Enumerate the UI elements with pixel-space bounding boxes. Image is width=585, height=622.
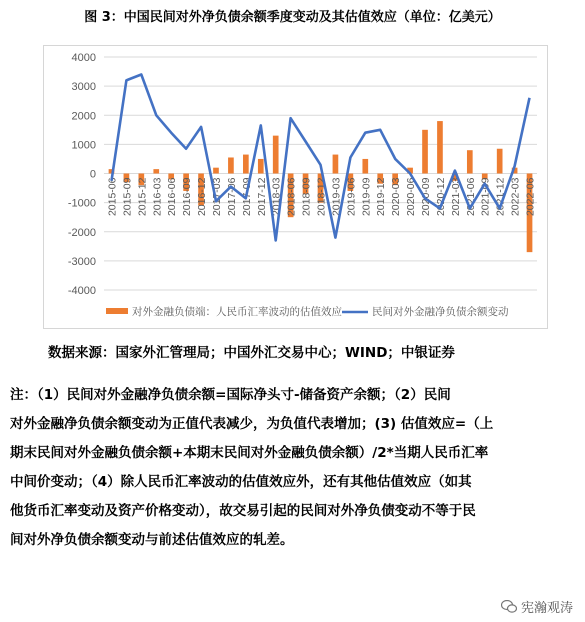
bar	[243, 155, 249, 174]
y-tick-label: -3000	[67, 255, 96, 268]
note-line-4: 中间价变动；（4）除人民币汇率波动的估值效应外，还有其他估值效应（如其	[10, 474, 472, 490]
bar	[497, 149, 503, 174]
bar	[153, 169, 159, 173]
x-tick-label: 2015-06	[106, 177, 119, 217]
x-tick-label: 2019-03	[330, 177, 343, 217]
x-tick-label: 2016-03	[151, 177, 164, 217]
x-tick-label: 2020-03	[390, 177, 403, 217]
x-tick-label: 2021-06	[464, 177, 477, 217]
x-tick-label: 2017-12	[255, 177, 268, 217]
note-line-3: 期末民间对外金融负债余额+本期末民间对外金融负债余额）/2*当期人民币汇率	[10, 445, 489, 461]
x-tick-label: 2016-09	[181, 177, 194, 217]
x-tick-label: 2018-06	[285, 177, 298, 217]
note-line-5: 他货币汇率变动及资产价格变动），故交易引起的民间对外净负债变动不等于民	[10, 503, 476, 519]
watermark-text: 宪瀚观涛	[520, 601, 573, 616]
bar	[213, 168, 219, 174]
legend-label-bar: 对外金融负债端：人民币汇率波动的估值效应	[132, 306, 342, 318]
y-tick-label: 4000	[71, 52, 96, 64]
x-tick-label: 2021-03	[449, 177, 462, 217]
bar	[228, 157, 234, 173]
bar	[422, 130, 428, 174]
x-tick-label: 2017-09	[240, 177, 253, 217]
x-tick-label: 2020-06	[405, 177, 418, 217]
chart-frame	[43, 45, 548, 329]
wechat-icon	[501, 600, 517, 613]
watermark	[501, 597, 573, 616]
x-tick-label: 2021-09	[479, 177, 492, 217]
legend-swatch-bar	[106, 308, 128, 314]
x-tick-label: 2018-12	[315, 177, 328, 217]
x-tick-label: 2015-09	[121, 177, 134, 217]
x-tick-label: 2018-09	[300, 177, 313, 217]
chart-svg	[44, 46, 547, 328]
y-tick-label: 1000	[71, 139, 96, 152]
y-tick-label: -2000	[67, 226, 96, 239]
x-tick-label: 2015-12	[136, 177, 149, 217]
x-tick-label: 2019-09	[360, 177, 373, 217]
x-tick-label: 2021-12	[494, 177, 507, 217]
x-tick-label: 2022-06	[524, 177, 537, 217]
bar	[258, 159, 264, 174]
bar	[362, 159, 368, 174]
y-tick-label: 2000	[71, 110, 96, 123]
x-tick-label: 2019-12	[375, 177, 388, 217]
x-tick-label: 2019-06	[345, 177, 358, 217]
y-tick-label: 3000	[71, 81, 96, 94]
x-tick-label: 2022-03	[509, 177, 522, 217]
legend-label-line: 民间对外金融净负债余额变动	[372, 306, 509, 318]
x-tick-label: 2018-03	[270, 177, 283, 217]
note-line-6: 间对外净负债余额变动与前述估值效应的轧差。	[10, 532, 294, 548]
x-tick-label: 2020-12	[434, 177, 447, 217]
x-tick-label: 2016-06	[166, 177, 179, 217]
y-tick-label: 0	[89, 168, 96, 181]
x-tick-label: 2016-12	[196, 177, 209, 217]
bar	[437, 121, 443, 173]
note-line-2: 对外金融净负债余额变动为正值代表减少，为负值代表增加；(3) 估值效应=（上	[10, 416, 494, 432]
y-tick-label: -4000	[67, 285, 96, 297]
x-tick-label: 2017-06	[225, 177, 238, 217]
x-tick-label: 2017-03	[210, 177, 223, 217]
bar	[333, 155, 339, 174]
bar	[467, 150, 473, 173]
note-line-1: 注：（1）民间对外金融净负债余额=国际净头寸-储备资产余额；（2）民间	[10, 387, 451, 403]
x-tick-label: 2020-09	[420, 177, 433, 217]
y-tick-label: -1000	[67, 197, 96, 210]
bar	[273, 136, 279, 174]
data-source: 数据来源：国家外汇管理局；中国外汇交易中心；WIND；中银证券	[48, 345, 455, 361]
figure-title: 图 3：中国民间对外净负债余额季度变动及其估值效应（单位：亿美元）	[84, 10, 501, 25]
